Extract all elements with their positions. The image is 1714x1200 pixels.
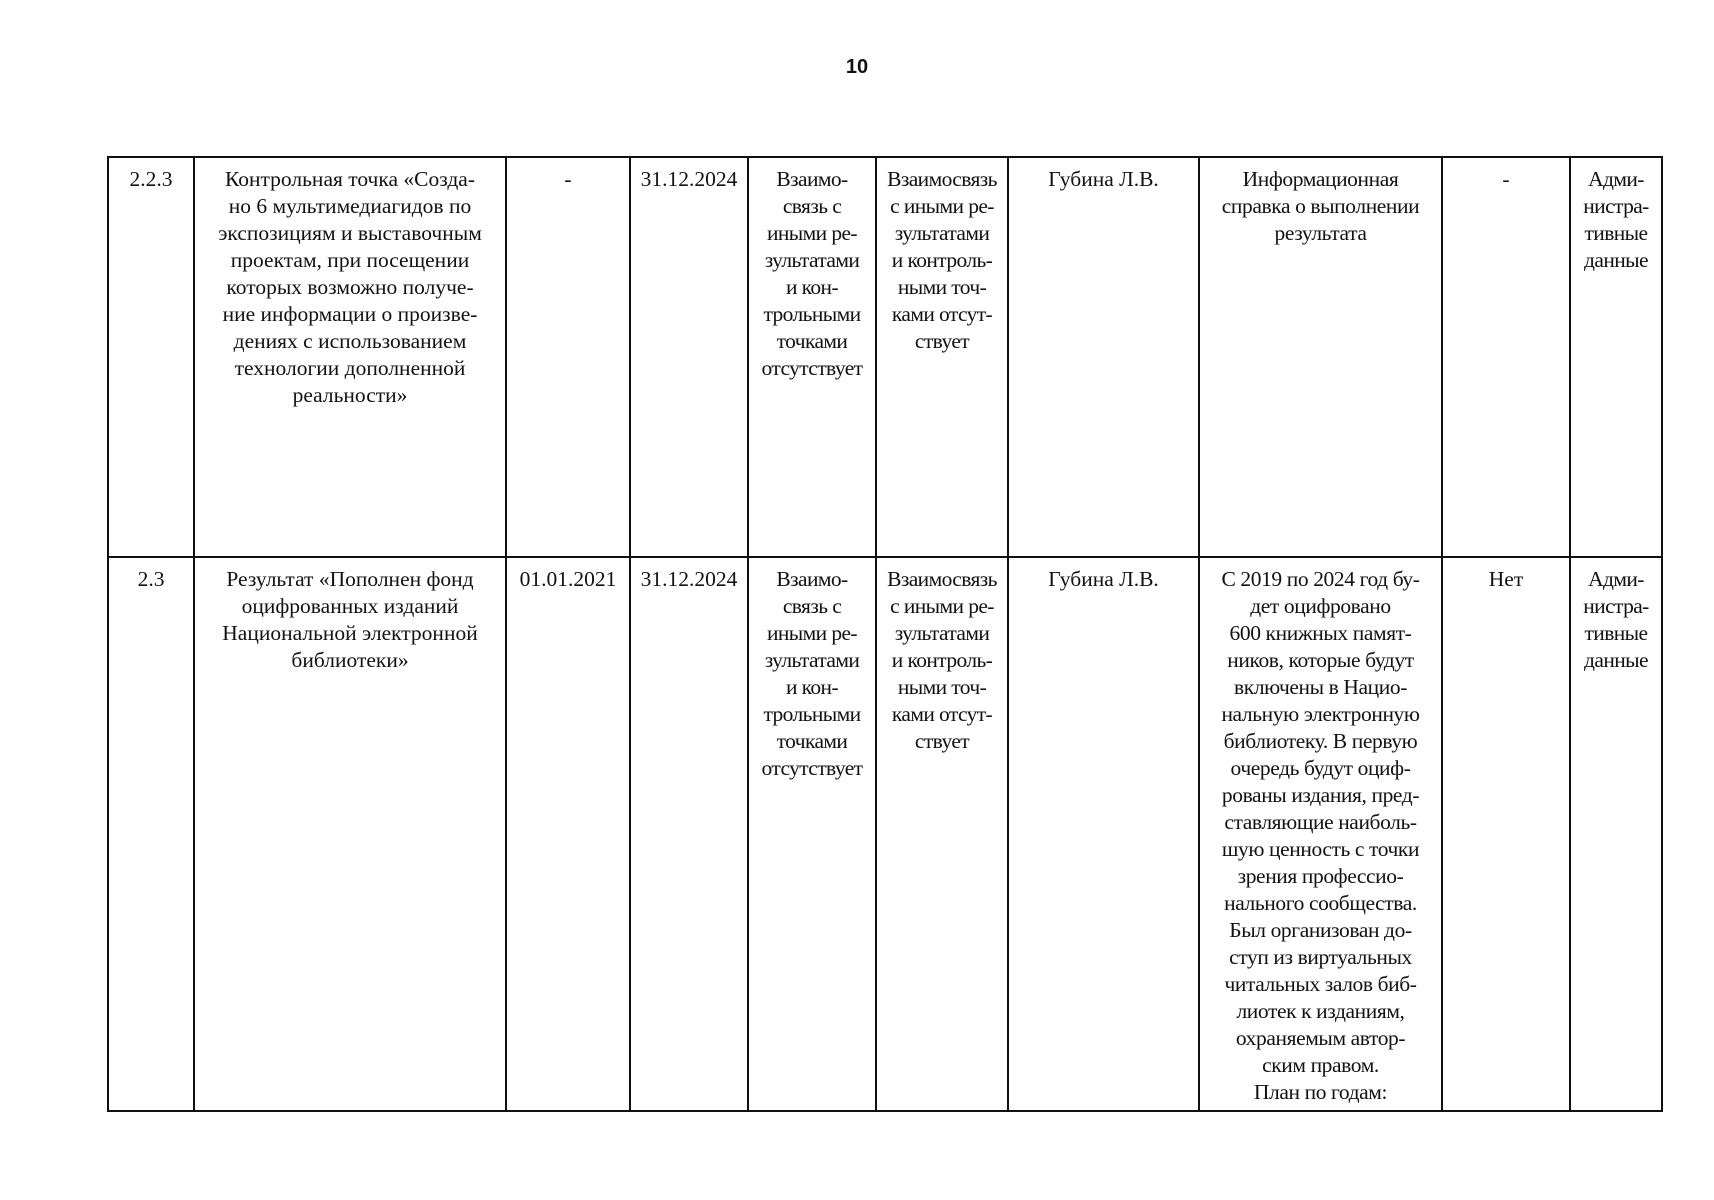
row-number-cell: 2.3	[108, 557, 194, 1111]
row-name-cell: Контрольная точка «Созда- но 6 мультимедиагидов по экспозициям и выставочным проектам, при посещении которых возможно получе- ние информации о произве- дениях с использованием технологии дополненной реальности»	[194, 157, 506, 557]
description-cell: Информационная справка о выполнении результата	[1199, 157, 1442, 557]
row-name-cell: Результат «Пополнен фонд оцифрованных изданий Национальной электронной библиотеки»	[194, 557, 506, 1111]
responsible-cell: Губина Л.В.	[1008, 557, 1199, 1111]
link-next-cell: Взаимосвязь с иными ре- зультатами и контроль- ными точ- ками отсут- ствует	[876, 157, 1008, 557]
table-row	[108, 157, 1662, 557]
end-date-cell: 31.12.2024	[630, 157, 748, 557]
link-previous-cell: Взаимо- связь с иными ре- зультатами и кон- трольными точками отсутствует	[748, 157, 876, 557]
description-cell: С 2019 по 2024 год бу- дет оцифровано 600 книжных памят- ников, которые будут включены в Нацио- нальную электронную библиотеку. В первую очередь будут оциф- рованы издания, пред- ставляющие наиболь- шую ценность с точки зрения профессио- нального сообщества. Был организован до- ступ из виртуальных читальных залов биб- лиотек к изданиям, охраняемым автор- ским правом. План по годам:	[1199, 557, 1442, 1111]
row-number-cell: 2.2.3	[108, 157, 194, 557]
end-date-cell: 31.12.2024	[630, 557, 748, 1111]
start-date-cell: -	[506, 157, 630, 557]
table-row	[108, 557, 1662, 1111]
responsible-cell: Губина Л.В.	[1008, 157, 1199, 557]
link-previous-cell: Взаимо- связь с иными ре- зультатами и кон- трольными точками отсутствует	[748, 557, 876, 1111]
page-number: 10	[845, 56, 869, 78]
info-system-cell: Нет	[1442, 557, 1570, 1111]
data-source-cell: Адми- нистра- тивные данные	[1570, 157, 1662, 557]
data-source-cell: Адми- нистра- тивные данные	[1570, 557, 1662, 1111]
info-system-cell: -	[1442, 157, 1570, 557]
results-table	[107, 156, 1663, 1112]
link-next-cell: Взаимосвязь с иными ре- зультатами и контроль- ными точ- ками отсут- ствует	[876, 557, 1008, 1111]
start-date-cell: 01.01.2021	[506, 557, 630, 1111]
